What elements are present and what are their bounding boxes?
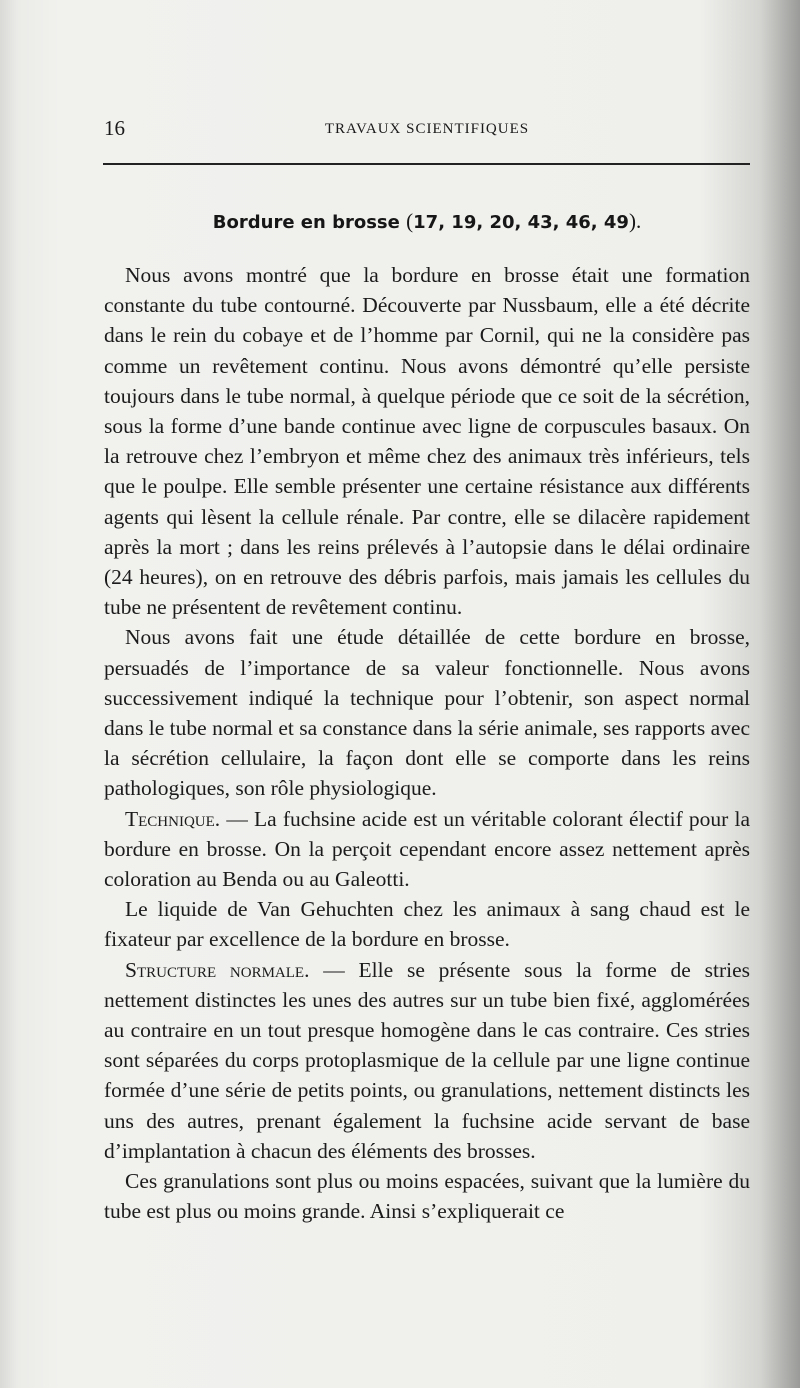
section-title-text: Bordure en brosse: [212, 212, 400, 233]
page-number: 16: [104, 116, 125, 140]
paragraph-text: — La fuchsine acide est un véritable colorant électif pour la bordure en brosse. On la perçoit cependant encore assez nettement après coloration au Benda ou au Galeotti.: [104, 806, 750, 892]
paragraph-lead: Technique.: [125, 806, 221, 831]
close-paren: ).: [628, 209, 642, 233]
open-paren: (: [406, 209, 414, 233]
paragraph-text: Nous avons montré que la bordure en brosse était une formation constante du tube contourné. Découverte par Nussbaum, elle a été décrite dans le rein du cobaye et de l’homme par Cornil, qui ne la considère pas comme un revêtement continu. Nous avons démontré qu’elle persiste toujours dans le tube normal, à quelque période que ce soit de la sécrétion, sous la forme d’une bande continue avec ligne de corpuscules basaux. On la retrouve chez l’embryon et même chez des animaux très inférieurs, tels que le poulpe. Elle semble présenter une certaine résistance aux différents agents qui lèsent la cellule rénale. Par contre, elle se dilacère rapidement après la mort ; dans les reins prélevés à l’autopsie dans le délai ordinaire (24 heures), on en retrouve des débris parfois, mais jamais les cellules du tube ne présentent de revêtement continu.: [104, 263, 750, 620]
section-refs: 17, 19, 20, 43, 46, 49: [413, 212, 629, 233]
paragraph-text: — Elle se présente sous la forme de stries nettement distinctes les unes des autres sur un tube bien fixé, agglomérées au contraire en un tout presque homogène dans le cas contraire. Ces stries sont séparées du corps protoplasmique de la cellule par une ligne continue formée d’une série de petits points, ou granulations, nettement distincts les uns des autres, prenant également la fuchsine acide servant de base d’implantation à chacun des éléments des brosses.: [104, 957, 751, 1163]
paragraph: [104, 955, 750, 1166]
paragraph: [104, 1166, 750, 1226]
paragraph-lead: Structure normale.: [125, 957, 310, 982]
paragraph: [104, 894, 750, 954]
paragraph-text: Ces granulations sont plus ou moins espacées, suivant que la lumière du tube est plus ou moins grande. Ainsi s’expliquerait ce: [104, 1169, 750, 1224]
paragraph: [104, 622, 750, 803]
paragraph-text: Nous avons fait une étude détaillée de cette bordure en brosse, persuadés de l’importance de sa valeur fonctionnelle. Nous avons successivement indiqué la technique pour l’obtenir, son aspect normal dans le tube normal et sa constance dans la série animale, ses rapports avec la sécrétion cellulaire, la façon dont elle se comporte dans les reins pathologiques, son rôle physiologique.: [104, 625, 750, 801]
header-rule: [103, 163, 750, 165]
section-title: [104, 209, 750, 234]
page-header: [104, 116, 750, 146]
paragraph: [104, 260, 750, 622]
body-text: [104, 260, 750, 1227]
running-title: TRAVAUX SCIENTIFIQUES: [324, 121, 530, 137]
paragraph-text: Le liquide de Van Gehuchten chez les animaux à sang chaud est le fixateur par excellence de la bordure en brosse.: [104, 897, 750, 952]
paragraph: [104, 804, 750, 895]
